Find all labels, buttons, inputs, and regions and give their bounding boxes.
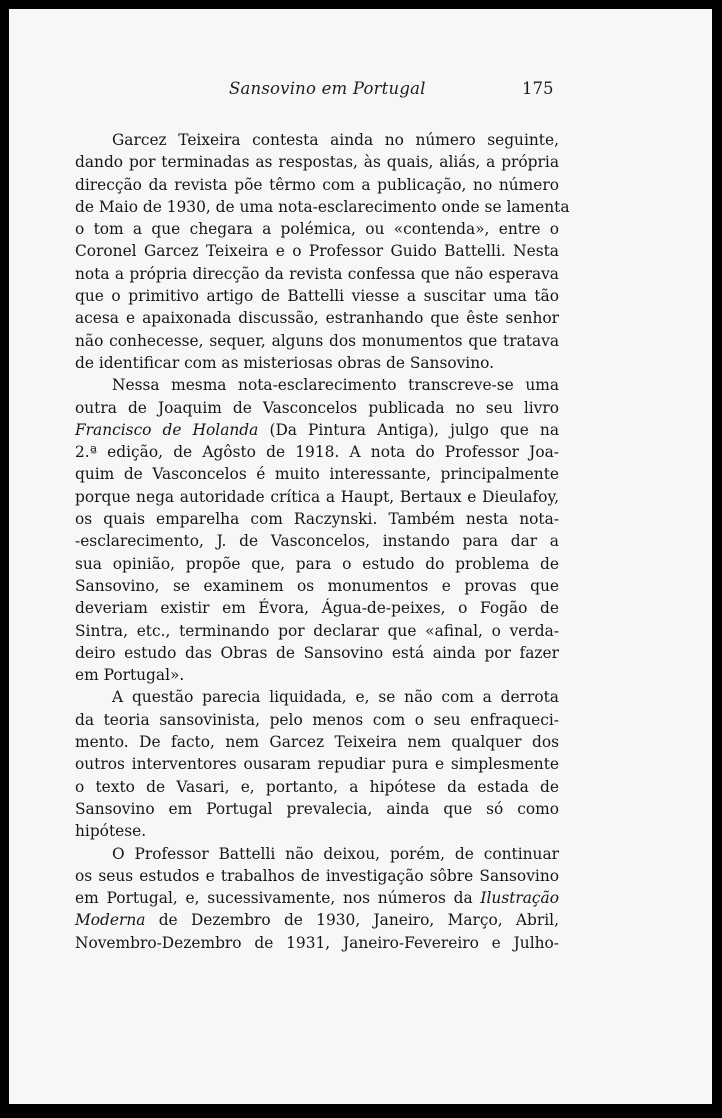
body-line: os seus estudos e trabalhos de investigação sôbre Sansovino [75, 866, 559, 885]
body-line: 2.ª edição, de Agôsto de 1918. A nota do Professor Joa- [75, 443, 559, 462]
body-line: porque nega autoridade crítica a Haupt, Bertaux e Dieulafoy, [75, 487, 559, 506]
body-line: -esclarecimento, J. de Vasconcelos, instando para dar a [75, 532, 559, 551]
body-line: outros interventores ousaram repudiar pura e simplesmente [75, 755, 559, 774]
body-line-text: de Dezembro de 1930, Janeiro, Março, Abril, [145, 911, 559, 930]
body-line: O Professor Battelli não deixou, porém, de continuar [112, 844, 559, 863]
body-line: que o primitivo artigo de Battelli viesse a suscitar uma tão [75, 287, 559, 306]
body-line: de Maio de 1930, de uma nota-esclarecimento onde se lamenta [75, 197, 570, 216]
body-line: acesa e apaixonada discussão, estranhando que êste senhor [75, 309, 559, 328]
body-line: dando por terminadas as respostas, às quais, aliás, a própria [75, 153, 559, 172]
body-line: hipótese. [75, 822, 147, 841]
body-line: direcção da revista põe têrmo com a publicação, no número [75, 175, 559, 194]
page-number: 175 [522, 79, 554, 98]
body-line-text: em Portugal, e, sucessivamente, nos números da [75, 889, 481, 908]
body-line: em Portugal». [75, 666, 185, 685]
body-line: Garcez Teixeira contesta ainda no número seguinte, [112, 131, 559, 149]
body-line: Sansovino em Portugal prevalecia, ainda que só como [75, 799, 559, 818]
body-line [75, 887, 559, 909]
page-header [9, 79, 712, 109]
magazine-title-italic: Ilustração [480, 889, 559, 908]
body-line: Coronel Garcez Teixeira e o Professor Guido Battelli. Nesta [75, 242, 559, 261]
book-page [9, 9, 712, 1104]
body-line: nota a própria direcção da revista confessa que não esperava [75, 264, 559, 283]
running-title: Sansovino em Portugal [229, 79, 426, 98]
body-text [75, 129, 570, 954]
body-line: o texto de Vasari, e, portanto, a hipótese da estada de [75, 777, 559, 796]
magazine-title-italic: Moderna [75, 911, 146, 930]
body-line: deiro estudo das Obras de Sansovino está ainda por fazer [75, 643, 559, 662]
body-line: mento. De facto, nem Garcez Teixeira nem qualquer dos [75, 733, 559, 752]
body-line: Nessa mesma nota-esclarecimento transcreve-se uma [112, 376, 559, 395]
body-line: Sansovino, se examinem os monumentos e provas que [75, 576, 559, 595]
body-line: de identificar com as misteriosas obras de Sansovino. [75, 353, 495, 372]
body-line: não conhecesse, sequer, alguns dos monumentos que tratava [75, 331, 559, 350]
body-line: A questão parecia liquidada, e, se não com a derrota [112, 688, 559, 707]
body-line: da teoria sansovinista, pelo menos com o seu enfraqueci- [75, 710, 559, 729]
book-title-italic: Francisco de Holanda [75, 420, 259, 439]
body-line: o tom a que chegara a polémica, ou «contenda», entre o [75, 220, 559, 239]
body-line: os quais emparelha com Raczynski. Também nesta nota- [75, 510, 559, 529]
body-line: outra de Joaquim de Vasconcelos publicada no seu livro [75, 398, 559, 417]
body-line [75, 909, 559, 931]
body-line: sua opinião, propõe que, para o estudo do problema de [75, 554, 559, 573]
body-line: quim de Vasconcelos é muito interessante, principalmente [75, 465, 559, 484]
body-line-text: (Da Pintura Antiga), julgo que na [258, 420, 560, 439]
body-line: Sintra, etc., terminando por declarar que «afinal, o verda- [75, 621, 559, 640]
body-line: deveriam existir em Évora, Água-de-peixes, o Fogão de [75, 599, 559, 618]
body-line [75, 419, 559, 441]
body-line: Novembro-Dezembro de 1931, Janeiro-Fevereiro e Julho- [75, 933, 559, 952]
